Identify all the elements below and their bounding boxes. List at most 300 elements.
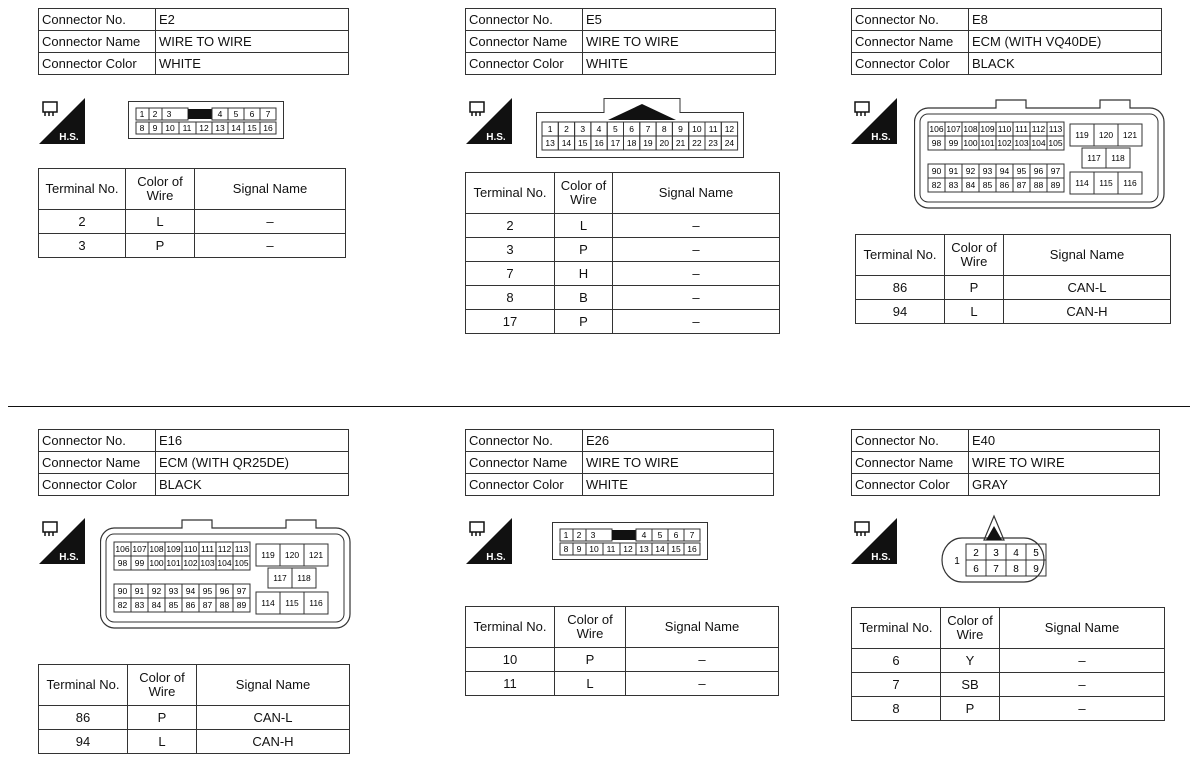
- pin: 14: [655, 544, 665, 554]
- wire-color: P: [555, 648, 626, 672]
- terminal-table-e8: [855, 234, 1171, 324]
- pin: 4: [641, 530, 647, 540]
- connector-color-value: BLACK: [969, 53, 1162, 75]
- pin: 100: [149, 558, 164, 568]
- pin: 116: [1123, 178, 1137, 188]
- pin: 92: [151, 586, 162, 596]
- pin: 6: [249, 109, 255, 119]
- wire-color: L: [945, 300, 1004, 324]
- connector-e16: [38, 429, 349, 496]
- connector-name-label: Connector Name: [852, 31, 969, 53]
- signal-name: –: [626, 648, 779, 672]
- color-of-wire-header: Color of Wire: [126, 169, 195, 210]
- pin: 2: [152, 109, 158, 119]
- connector-face-e26: [552, 522, 708, 560]
- connector-e26: [465, 429, 774, 496]
- signal-name-header: Signal Name: [613, 173, 780, 214]
- pin: 86: [999, 180, 1010, 190]
- connector-no-value: E16: [156, 430, 349, 452]
- pin: 10: [692, 124, 702, 134]
- terminal-table-e2: [38, 168, 346, 258]
- connector-name-value: WIRE TO WIRE: [583, 452, 774, 474]
- terminal-no: 86: [39, 706, 128, 730]
- color-of-wire-header: Color of Wire: [945, 235, 1004, 276]
- pin: 95: [1016, 166, 1027, 176]
- connector-name-label: Connector Name: [39, 452, 156, 474]
- pin: 117: [1087, 153, 1101, 163]
- connector-info-table: [465, 429, 774, 496]
- pin: 22: [692, 138, 702, 148]
- pin: 15: [671, 544, 681, 554]
- pin: 84: [151, 600, 162, 610]
- harness-side-icon: [39, 518, 85, 564]
- pin: 5: [657, 530, 663, 540]
- signal-name-header: Signal Name: [197, 665, 350, 706]
- pin: 119: [1075, 130, 1089, 140]
- table-row: [856, 276, 1171, 300]
- signal-name: –: [1000, 673, 1165, 697]
- wire-color: B: [555, 286, 613, 310]
- terminal-no: 11: [466, 672, 555, 696]
- terminal-no-header: Terminal No.: [852, 608, 941, 649]
- signal-name-header: Signal Name: [1000, 608, 1165, 649]
- pin: 93: [168, 586, 179, 596]
- connector-no-label: Connector No.: [39, 9, 156, 31]
- pin: 2: [973, 548, 979, 559]
- pin: 83: [948, 180, 959, 190]
- pin: 98: [931, 138, 942, 148]
- pin: 106: [115, 544, 130, 554]
- harness-side-icon: [851, 518, 897, 564]
- pin: 9: [152, 123, 158, 133]
- signal-name: –: [613, 286, 780, 310]
- pin: 12: [724, 124, 735, 134]
- terminal-no-header: Terminal No.: [466, 173, 555, 214]
- pin: 118: [297, 573, 311, 583]
- hs-label: H.S.: [871, 132, 891, 143]
- connector-no-label: Connector No.: [852, 9, 969, 31]
- connector-info-table: [38, 8, 349, 75]
- table-row: [466, 310, 780, 334]
- connector-name-label: Connector Name: [466, 31, 583, 53]
- connector-e8: [851, 8, 1162, 75]
- pin: 119: [261, 550, 275, 560]
- pin: 2: [576, 530, 582, 540]
- table-row: [466, 648, 779, 672]
- terminal-no: 94: [856, 300, 945, 324]
- color-of-wire-header: Color of Wire: [941, 608, 1000, 649]
- harness-side-icon: [851, 98, 897, 144]
- pin: 86: [185, 600, 196, 610]
- pin: 89: [236, 600, 247, 610]
- table-row: [466, 238, 780, 262]
- pin: 105: [1048, 138, 1063, 148]
- signal-name: –: [613, 262, 780, 286]
- pin: 99: [948, 138, 959, 148]
- pin: 111: [1015, 124, 1028, 134]
- pin: 3: [166, 109, 172, 119]
- connector-info-table: [38, 429, 349, 496]
- pin: 90: [931, 166, 942, 176]
- pin: 96: [219, 586, 230, 596]
- pin: 115: [1099, 178, 1113, 188]
- pin: 84: [965, 180, 976, 190]
- pin: 1: [547, 124, 553, 134]
- signal-name: –: [613, 214, 780, 238]
- pin: 2: [564, 124, 569, 134]
- wire-color: P: [128, 706, 197, 730]
- table-row: [466, 262, 780, 286]
- pin: 87: [1016, 180, 1027, 190]
- pin: 15: [247, 123, 257, 133]
- pin: 5: [1033, 548, 1039, 559]
- terminal-no: 3: [466, 238, 555, 262]
- pin: 11: [606, 544, 616, 554]
- pin: 11: [182, 123, 192, 133]
- pin: 6: [629, 124, 635, 134]
- connector-info-table: [851, 429, 1160, 496]
- terminal-no: 7: [852, 673, 941, 697]
- pin: 113: [234, 544, 249, 554]
- pin: 90: [117, 586, 128, 596]
- pin: 92: [965, 166, 976, 176]
- wire-color: L: [555, 214, 613, 238]
- wire-color: P: [941, 697, 1000, 721]
- terminal-table-e26: [465, 606, 779, 696]
- pin: 9: [1033, 564, 1039, 575]
- signal-name: CAN-H: [197, 730, 350, 754]
- harness-side-icon: [466, 518, 512, 564]
- pin: 9: [678, 124, 683, 134]
- pin: 5: [612, 124, 618, 134]
- signal-name-header: Signal Name: [1004, 235, 1171, 276]
- terminal-no: 6: [852, 649, 941, 673]
- pin: 94: [185, 586, 196, 596]
- connector-name-value: WIRE TO WIRE: [583, 31, 776, 53]
- harness-side-icon: [39, 98, 85, 144]
- terminal-no: 8: [466, 286, 555, 310]
- wire-color: L: [555, 672, 626, 696]
- signal-name: –: [195, 210, 346, 234]
- pin: 118: [1111, 153, 1125, 163]
- terminal-no: 7: [466, 262, 555, 286]
- connector-face-e40: [932, 514, 1054, 584]
- table-row: [852, 649, 1165, 673]
- pin: 104: [217, 558, 232, 568]
- signal-name: –: [195, 234, 346, 258]
- pin: 109: [980, 124, 995, 134]
- pin: 105: [234, 558, 249, 568]
- pin: 4: [596, 124, 602, 134]
- connector-color-value: WHITE: [156, 53, 349, 75]
- pin: 110: [997, 124, 1012, 134]
- pin: 7: [689, 530, 695, 540]
- pin: 4: [1013, 548, 1019, 559]
- pin: 10: [589, 544, 599, 554]
- pin: 91: [134, 586, 145, 596]
- pin: 12: [623, 544, 633, 554]
- color-of-wire-header: Color of Wire: [555, 607, 626, 648]
- pin: 83: [134, 600, 145, 610]
- pin: 82: [117, 600, 128, 610]
- pin: 108: [149, 544, 164, 554]
- pin: 6: [673, 530, 679, 540]
- pin: 106: [929, 124, 944, 134]
- pin: 20: [659, 138, 669, 148]
- connector-no-value: E5: [583, 9, 776, 31]
- connector-no-value: E8: [969, 9, 1162, 31]
- wire-color: P: [945, 276, 1004, 300]
- pin: 5: [233, 109, 239, 119]
- connector-color-label: Connector Color: [39, 53, 156, 75]
- table-row: [466, 672, 779, 696]
- terminal-no: 10: [466, 648, 555, 672]
- connector-no-label: Connector No.: [466, 9, 583, 31]
- table-row: [39, 730, 350, 754]
- pin: 112: [217, 544, 232, 554]
- terminal-table-e16: [38, 664, 350, 754]
- table-row: [39, 210, 346, 234]
- signal-name: –: [1000, 697, 1165, 721]
- pin: 88: [1033, 180, 1044, 190]
- table-row: [466, 286, 780, 310]
- table-row: [856, 300, 1171, 324]
- connector-color-label: Connector Color: [39, 474, 156, 496]
- connector-color-label: Connector Color: [852, 474, 969, 496]
- pin: 103: [1014, 138, 1029, 148]
- signal-name: –: [626, 672, 779, 696]
- pin: 8: [563, 544, 569, 554]
- connector-name-value: ECM (WITH VQ40DE): [969, 31, 1162, 53]
- pin: 18: [626, 138, 637, 148]
- connector-name-value: WIRE TO WIRE: [156, 31, 349, 53]
- pin: 15: [578, 138, 588, 148]
- pin: 3: [590, 530, 596, 540]
- hs-label: H.S.: [486, 132, 506, 143]
- wire-color: Y: [941, 649, 1000, 673]
- pin: 82: [931, 180, 942, 190]
- signal-name: CAN-L: [1004, 276, 1171, 300]
- signal-name: CAN-L: [197, 706, 350, 730]
- pin: 21: [675, 138, 686, 148]
- pin: 109: [166, 544, 181, 554]
- pin: 14: [561, 138, 572, 148]
- pin: 1: [954, 556, 960, 567]
- connector-name-value: ECM (WITH QR25DE): [156, 452, 349, 474]
- pin: 10: [165, 123, 175, 133]
- wire-color: P: [555, 310, 613, 334]
- pin: 104: [1031, 138, 1046, 148]
- color-of-wire-header: Color of Wire: [128, 665, 197, 706]
- wire-color: H: [555, 262, 613, 286]
- connector-no-label: Connector No.: [39, 430, 156, 452]
- table-row: [852, 673, 1165, 697]
- section-divider: [8, 406, 1190, 407]
- pin: 16: [687, 544, 697, 554]
- pin: 101: [980, 138, 995, 148]
- connector-color-value: WHITE: [583, 474, 774, 496]
- terminal-no-header: Terminal No.: [39, 665, 128, 706]
- hs-label: H.S.: [486, 552, 506, 563]
- pin: 1: [139, 109, 145, 119]
- pin: 111: [201, 544, 214, 554]
- terminal-no: 2: [466, 214, 555, 238]
- connector-name-value: WIRE TO WIRE: [969, 452, 1160, 474]
- signal-name: –: [1000, 649, 1165, 673]
- connector-e40: [851, 429, 1160, 496]
- pin: 3: [993, 548, 999, 559]
- terminal-no-header: Terminal No.: [466, 607, 555, 648]
- pin: 97: [1050, 166, 1061, 176]
- hs-label: H.S.: [59, 132, 79, 143]
- connector-name-label: Connector Name: [852, 452, 969, 474]
- hs-label: H.S.: [59, 552, 79, 563]
- connector-color-label: Connector Color: [466, 53, 583, 75]
- pin: 91: [948, 166, 959, 176]
- pin: 87: [202, 600, 213, 610]
- terminal-no: 8: [852, 697, 941, 721]
- connector-name-label: Connector Name: [39, 31, 156, 53]
- pin: 19: [643, 138, 653, 148]
- pin: 8: [1013, 564, 1019, 575]
- pin: 88: [219, 600, 230, 610]
- pin: 121: [1122, 130, 1138, 140]
- terminal-no: 2: [39, 210, 126, 234]
- pin: 16: [594, 138, 604, 148]
- pin: 8: [661, 124, 667, 134]
- color-of-wire-header: Color of Wire: [555, 173, 613, 214]
- wire-color: L: [126, 210, 195, 234]
- terminal-no: 3: [39, 234, 126, 258]
- connector-face-e2: [128, 101, 284, 139]
- pin: 107: [132, 544, 147, 554]
- pin: 116: [309, 598, 323, 608]
- terminal-no: 94: [39, 730, 128, 754]
- terminal-no: 86: [856, 276, 945, 300]
- table-row: [852, 697, 1165, 721]
- table-row: [39, 706, 350, 730]
- connector-color-value: BLACK: [156, 474, 349, 496]
- connector-no-value: E26: [583, 430, 774, 452]
- pin: 101: [166, 558, 181, 568]
- connector-color-label: Connector Color: [852, 53, 969, 75]
- pin: 89: [1050, 180, 1061, 190]
- connector-face-e16: [100, 518, 352, 638]
- table-row: [39, 234, 346, 258]
- pin: 96: [1033, 166, 1044, 176]
- pin: 7: [993, 564, 999, 575]
- wire-color: P: [555, 238, 613, 262]
- pin: 95: [202, 586, 213, 596]
- pin: 8: [139, 123, 145, 133]
- pin: 13: [215, 123, 225, 133]
- connector-no-value: E2: [156, 9, 349, 31]
- connector-no-label: Connector No.: [466, 430, 583, 452]
- pin: 23: [708, 138, 718, 148]
- pin: 120: [1098, 130, 1114, 140]
- pin: 24: [724, 138, 735, 148]
- terminal-no-header: Terminal No.: [856, 235, 945, 276]
- pin: 93: [982, 166, 993, 176]
- pin: 13: [639, 544, 649, 554]
- pin: 11: [708, 124, 718, 134]
- pin: 100: [963, 138, 978, 148]
- pin: 103: [200, 558, 215, 568]
- pin: 7: [265, 109, 271, 119]
- pin: 114: [261, 598, 275, 608]
- pin: 114: [1075, 178, 1089, 188]
- pin: 112: [1031, 124, 1046, 134]
- pin: 97: [236, 586, 247, 596]
- signal-name: CAN-H: [1004, 300, 1171, 324]
- pin: 102: [183, 558, 198, 568]
- pin: 102: [997, 138, 1012, 148]
- pin: 12: [199, 123, 209, 133]
- connector-name-label: Connector Name: [466, 452, 583, 474]
- terminal-table-e40: [851, 607, 1165, 721]
- table-row: [466, 214, 780, 238]
- wire-color: P: [126, 234, 195, 258]
- signal-name: –: [613, 238, 780, 262]
- harness-side-icon: [466, 98, 512, 144]
- hs-label: H.S.: [871, 552, 891, 563]
- pin: 13: [545, 138, 555, 148]
- pin: 108: [963, 124, 978, 134]
- connector-e5: [465, 8, 776, 75]
- connector-no-label: Connector No.: [852, 430, 969, 452]
- wire-color: SB: [941, 673, 1000, 697]
- connector-color-value: GRAY: [969, 474, 1160, 496]
- signal-name: –: [613, 310, 780, 334]
- terminal-no: 17: [466, 310, 555, 334]
- connector-e2: [38, 8, 349, 75]
- pin: 3: [580, 124, 586, 134]
- pin: 121: [308, 550, 324, 560]
- connector-info-table: [851, 8, 1162, 75]
- connector-face-e8: [914, 98, 1166, 218]
- pin: 115: [285, 598, 299, 608]
- pin: 6: [973, 564, 979, 575]
- connector-color-label: Connector Color: [466, 474, 583, 496]
- terminal-no-header: Terminal No.: [39, 169, 126, 210]
- connector-info-table: [465, 8, 776, 75]
- pin: 113: [1048, 124, 1063, 134]
- pin: 7: [645, 124, 651, 134]
- pin: 117: [273, 573, 287, 583]
- pin: 85: [982, 180, 993, 190]
- pin: 110: [183, 544, 198, 554]
- pin: 85: [168, 600, 179, 610]
- pin: 4: [217, 109, 223, 119]
- pin: 1: [563, 530, 569, 540]
- pin: 94: [999, 166, 1010, 176]
- signal-name-header: Signal Name: [626, 607, 779, 648]
- pin: 16: [263, 123, 273, 133]
- pin: 107: [946, 124, 961, 134]
- wire-color: L: [128, 730, 197, 754]
- pin: 14: [231, 123, 241, 133]
- connector-no-value: E40: [969, 430, 1160, 452]
- connector-face-e5: [536, 98, 744, 158]
- pin: 9: [576, 544, 582, 554]
- pin: 99: [134, 558, 145, 568]
- pin: 17: [610, 138, 621, 148]
- signal-name-header: Signal Name: [195, 169, 346, 210]
- pin: 120: [284, 550, 300, 560]
- connector-color-value: WHITE: [583, 53, 776, 75]
- pin: 98: [117, 558, 128, 568]
- terminal-table-e5: [465, 172, 780, 334]
